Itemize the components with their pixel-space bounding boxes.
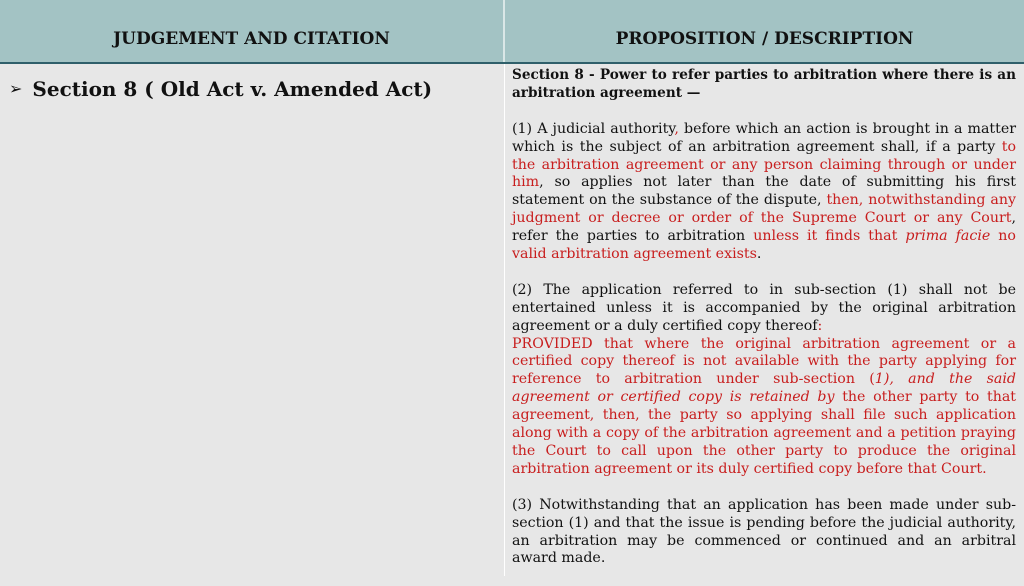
- text-run: , so applies not later than the date of submitting his first statement on the substance of the dispute,: [512, 174, 1016, 209]
- highlighted-text: the other party to that agreement, then, the party so applying shall file such application along with a copy of the arbitration agreement and a petition praying the Court to call upon the other party to produce the original arbitration agreement or its duly certified copy before that Court.: [512, 389, 1016, 477]
- highlighted-italic-text: prima facie: [905, 228, 991, 245]
- judgement-citation-heading: JUDGEMENT AND CITATION: [113, 29, 390, 49]
- column-divider: [504, 64, 505, 576]
- text-run: (1) A judicial authority: [512, 120, 675, 137]
- table-header: [0, 0, 1024, 64]
- section-title: Section 8 - Power to refer parties to arbitration where there is an arbitration agreement —: [512, 67, 1016, 101]
- highlighted-text: unless it finds that: [753, 228, 906, 245]
- sub-section-3: (3) Notwithstanding that an application has been made under sub-section (1) and that the issue is pending before the judicial authority, an arbitration may be commenced or continued and an arbitral award made.: [512, 496, 1016, 567]
- text-run: (2) The application referred to in sub-section (1) shall not be entertained unless it is accompanied by the original arbitration agreement or a duly certified copy thereof: [512, 281, 1016, 334]
- highlighted-text: ,: [674, 120, 679, 137]
- highlighted-italic-text: 1), and the said agreement or certified copy is retained by: [512, 371, 1017, 406]
- highlighted-text: :: [817, 317, 823, 334]
- bullet-item: [9, 77, 432, 101]
- arrow-bullet-icon: ➢: [9, 79, 23, 98]
- sub-section-1: [512, 121, 1016, 264]
- highlighted-text: no valid arbitration agreement exists: [512, 228, 1016, 263]
- text-run: , refer the parties to arbitration: [512, 210, 1016, 245]
- highlighted-text: then, notwithstanding any judgment or decree or order of the Supreme Court or any Court: [512, 192, 1016, 227]
- text-run: before which an action is brought in a matter which is the subject of an arbitration agreement shall, if a party: [512, 120, 1016, 155]
- text-run: .: [756, 246, 762, 263]
- proposition-description-column: [512, 67, 1016, 586]
- proposition-description-heading: PROPOSITION / DESCRIPTION: [615, 29, 914, 49]
- highlighted-text: PROVIDED that where the original arbitration agreement or a certified copy thereof is not available with the party applying for reference to arbitration under sub-section (: [512, 335, 1016, 388]
- sub-section-2: [512, 282, 1016, 479]
- section-8-heading: Section 8 ( Old Act v. Amended Act): [32, 77, 433, 101]
- highlighted-text: to the arbitration agreement or any person claiming through or under him: [512, 138, 1016, 191]
